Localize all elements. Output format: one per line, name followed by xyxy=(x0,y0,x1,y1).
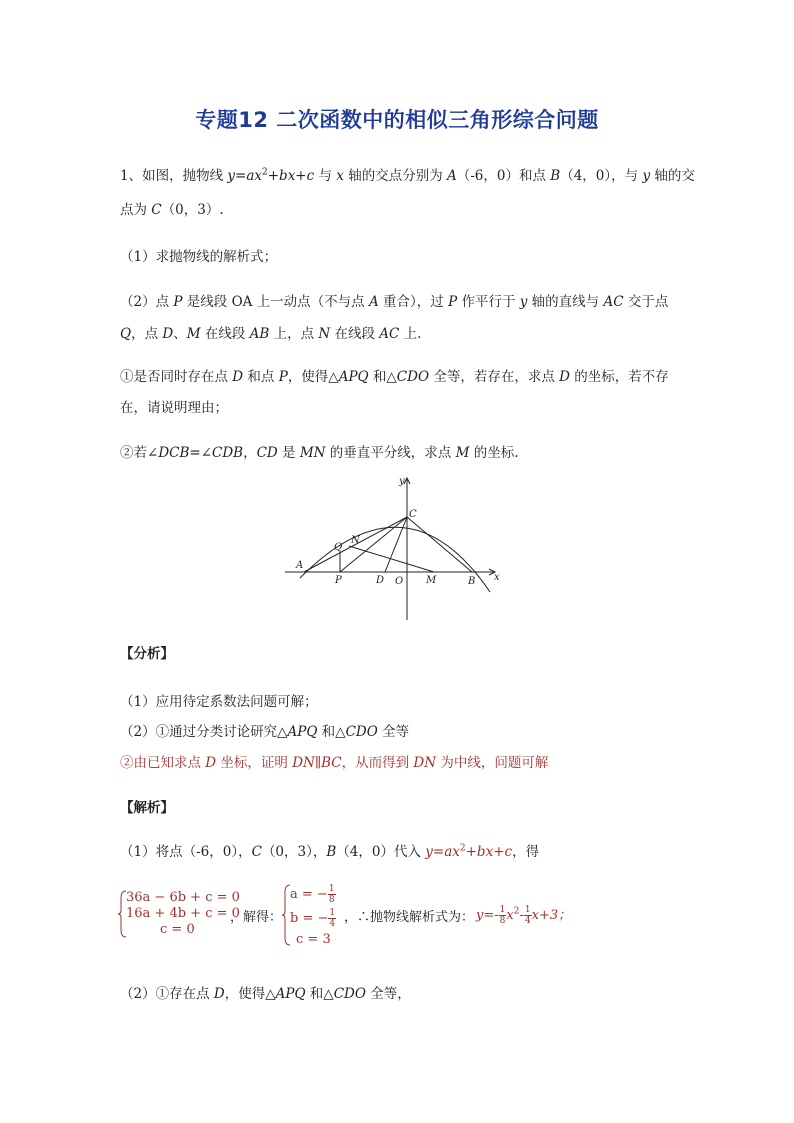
text: 坐标，证明 xyxy=(216,755,293,771)
text: 轴的交点分别为 xyxy=(343,168,447,184)
text: （1）将点（-6，0）， xyxy=(120,844,252,860)
solution-b xyxy=(290,908,336,929)
text: 重合），过 xyxy=(378,294,449,310)
text: 和点 xyxy=(243,369,279,385)
result-expression xyxy=(476,904,571,926)
math: +bx+c xyxy=(465,844,513,860)
text: 交于点 xyxy=(623,294,669,310)
math: M xyxy=(186,326,201,342)
fraction xyxy=(524,905,532,926)
text: （4，0）代入 xyxy=(336,844,426,860)
text: （0，3）. xyxy=(161,202,224,218)
text: a = − xyxy=(290,887,328,902)
math: 2 xyxy=(262,167,268,178)
math: AB xyxy=(249,326,270,342)
label-a: A xyxy=(296,560,304,571)
text: ①是否同时存在点 xyxy=(120,369,233,385)
text: （2）①存在点 xyxy=(120,986,214,1002)
math: DCB xyxy=(158,445,190,461)
segment-cd xyxy=(385,517,407,572)
label-q: Q xyxy=(334,542,343,553)
solution-heading: 【解析】 xyxy=(120,800,174,816)
numerator: 1 xyxy=(499,905,506,915)
math: +bx+c xyxy=(267,168,315,184)
text: （-6，0）和点 xyxy=(456,168,551,184)
text: ②若∠ xyxy=(120,445,159,461)
problem-line-2 xyxy=(120,198,224,218)
math: - xyxy=(519,908,524,923)
text: 全等， xyxy=(365,986,411,1002)
math: x+3； xyxy=(531,908,572,923)
solution-a xyxy=(290,884,336,905)
question-2-line-2 xyxy=(120,322,421,342)
question-2b xyxy=(120,441,519,461)
text: ，从而得到 xyxy=(341,755,414,771)
math: CDO xyxy=(333,986,366,1002)
math: D xyxy=(232,369,244,385)
math: APQ xyxy=(338,369,369,385)
text: ，使得△ xyxy=(224,986,276,1002)
text: 在线段 xyxy=(200,326,250,342)
equation-3: c = 0 xyxy=(160,922,195,937)
text: 上，点 xyxy=(269,326,319,342)
denominator: 4 xyxy=(524,916,531,926)
label-n: N xyxy=(351,535,360,546)
text: 点为 xyxy=(120,202,152,218)
math: C xyxy=(251,844,262,860)
text: 1、如图，抛物线 xyxy=(120,168,228,184)
segment-nm xyxy=(349,546,434,572)
text: 、 xyxy=(173,326,187,342)
math: CDO xyxy=(396,369,430,385)
math: P xyxy=(448,294,458,310)
text: （2）①通过分类讨论研究△ xyxy=(120,724,288,740)
text: 和△ xyxy=(317,724,346,740)
math: D xyxy=(162,326,174,342)
text: 和△ xyxy=(305,986,334,1002)
math: 2 xyxy=(513,906,520,917)
text: 的坐标. xyxy=(469,445,519,461)
math: DN∥BC xyxy=(292,755,342,771)
label-c: C xyxy=(409,509,417,520)
math: y xyxy=(642,168,651,184)
text: 上. xyxy=(399,326,422,342)
label-m: M xyxy=(426,575,437,586)
question-1: （1）求抛物线的解析式； xyxy=(120,249,278,265)
math: CD xyxy=(256,445,278,461)
text: ②由已知求点 xyxy=(120,755,206,771)
analysis-line-1: （1）应用待定系数法问题可解； xyxy=(120,694,318,710)
text: 与 xyxy=(314,168,337,184)
text: （0，3）， xyxy=(261,844,327,860)
math: AC xyxy=(603,294,624,310)
text: 是 xyxy=(277,445,300,461)
math: M xyxy=(455,445,470,461)
text: 轴的直线与 xyxy=(527,294,604,310)
solution-c: c = 3 xyxy=(296,932,331,947)
result-prefix: ，∴抛物线解析式为： xyxy=(344,910,475,925)
text: 全等 xyxy=(377,724,410,740)
math: B xyxy=(326,844,337,860)
math: B xyxy=(550,168,561,184)
text: 在线段 xyxy=(330,326,380,342)
parabola-figure xyxy=(280,470,510,625)
fraction xyxy=(328,908,336,929)
math: D xyxy=(205,755,217,771)
math: APQ xyxy=(287,724,318,740)
math: D xyxy=(213,986,225,1002)
math: y=ax xyxy=(227,168,262,184)
math: APQ xyxy=(275,986,306,1002)
math: y=- xyxy=(476,908,499,923)
equation-1: 36a − 6b + c = 0 xyxy=(126,890,240,905)
text: 全等，若存在，求点 xyxy=(429,369,560,385)
math: P xyxy=(278,369,288,385)
solution-line-3 xyxy=(120,982,411,1002)
denominator: 4 xyxy=(329,919,336,929)
question-2a-line-1 xyxy=(120,365,669,385)
math: N xyxy=(318,326,331,342)
text: ，得 xyxy=(512,844,540,860)
numerator: 1 xyxy=(329,908,336,918)
denominator: 8 xyxy=(499,916,506,926)
math: DN xyxy=(413,755,437,771)
label-x: x xyxy=(494,572,500,583)
text: （2）点 xyxy=(120,294,174,310)
math: A xyxy=(447,168,457,184)
math: Q xyxy=(120,326,132,342)
equation-2: 16a + 4b + c = 0 xyxy=(126,906,240,921)
denominator: 8 xyxy=(328,895,335,905)
math: AC xyxy=(379,326,400,342)
text: 和△ xyxy=(368,369,397,385)
analysis-heading: 【分析】 xyxy=(120,646,174,662)
problem-line-1 xyxy=(120,164,695,184)
text: 的垂直平分线，求点 xyxy=(325,445,456,461)
text: b = − xyxy=(290,911,329,926)
analysis-line-3 xyxy=(120,751,548,771)
solution-line-1 xyxy=(120,840,539,860)
math: y xyxy=(519,294,528,310)
math: CDO xyxy=(345,724,378,740)
math: x xyxy=(506,908,514,923)
math: MN xyxy=(299,445,326,461)
text: 为中线，问题可解 xyxy=(436,755,549,771)
math: A xyxy=(368,294,379,310)
fraction xyxy=(328,884,336,905)
math: C xyxy=(151,202,162,218)
math: CDB xyxy=(212,445,244,461)
text: =∠ xyxy=(189,445,213,461)
page-title: 专题12 二次函数中的相似三角形综合问题 xyxy=(195,108,599,132)
solve-word: ，解得： xyxy=(230,910,283,925)
numerator: 1 xyxy=(328,884,335,894)
label-y: y xyxy=(399,476,405,487)
question-2a-line-2: 在，请说明理由； xyxy=(120,400,228,416)
text: ，使得△ xyxy=(287,369,339,385)
text: 轴的交 xyxy=(650,168,695,184)
math: D xyxy=(559,369,570,385)
math: P xyxy=(173,294,183,310)
text: ， xyxy=(243,445,257,461)
label-d: D xyxy=(376,575,385,586)
label-o: O xyxy=(395,576,404,587)
segment-cb xyxy=(407,517,472,572)
math: 2 xyxy=(459,843,466,854)
label-p: P xyxy=(335,575,342,586)
question-2-line-1 xyxy=(120,290,668,310)
text: 的坐标，若不存 xyxy=(569,369,669,385)
text: （4，0），与 xyxy=(560,168,643,184)
label-b: B xyxy=(468,576,476,587)
analysis-line-2 xyxy=(120,720,409,740)
math: x xyxy=(336,168,344,184)
text: 作平行于 xyxy=(457,294,520,310)
math: y=ax xyxy=(425,844,460,860)
numerator: 1 xyxy=(524,905,531,915)
text: ，点 xyxy=(131,326,163,342)
text: 是线段 OA 上一动点（不与点 xyxy=(182,294,369,310)
